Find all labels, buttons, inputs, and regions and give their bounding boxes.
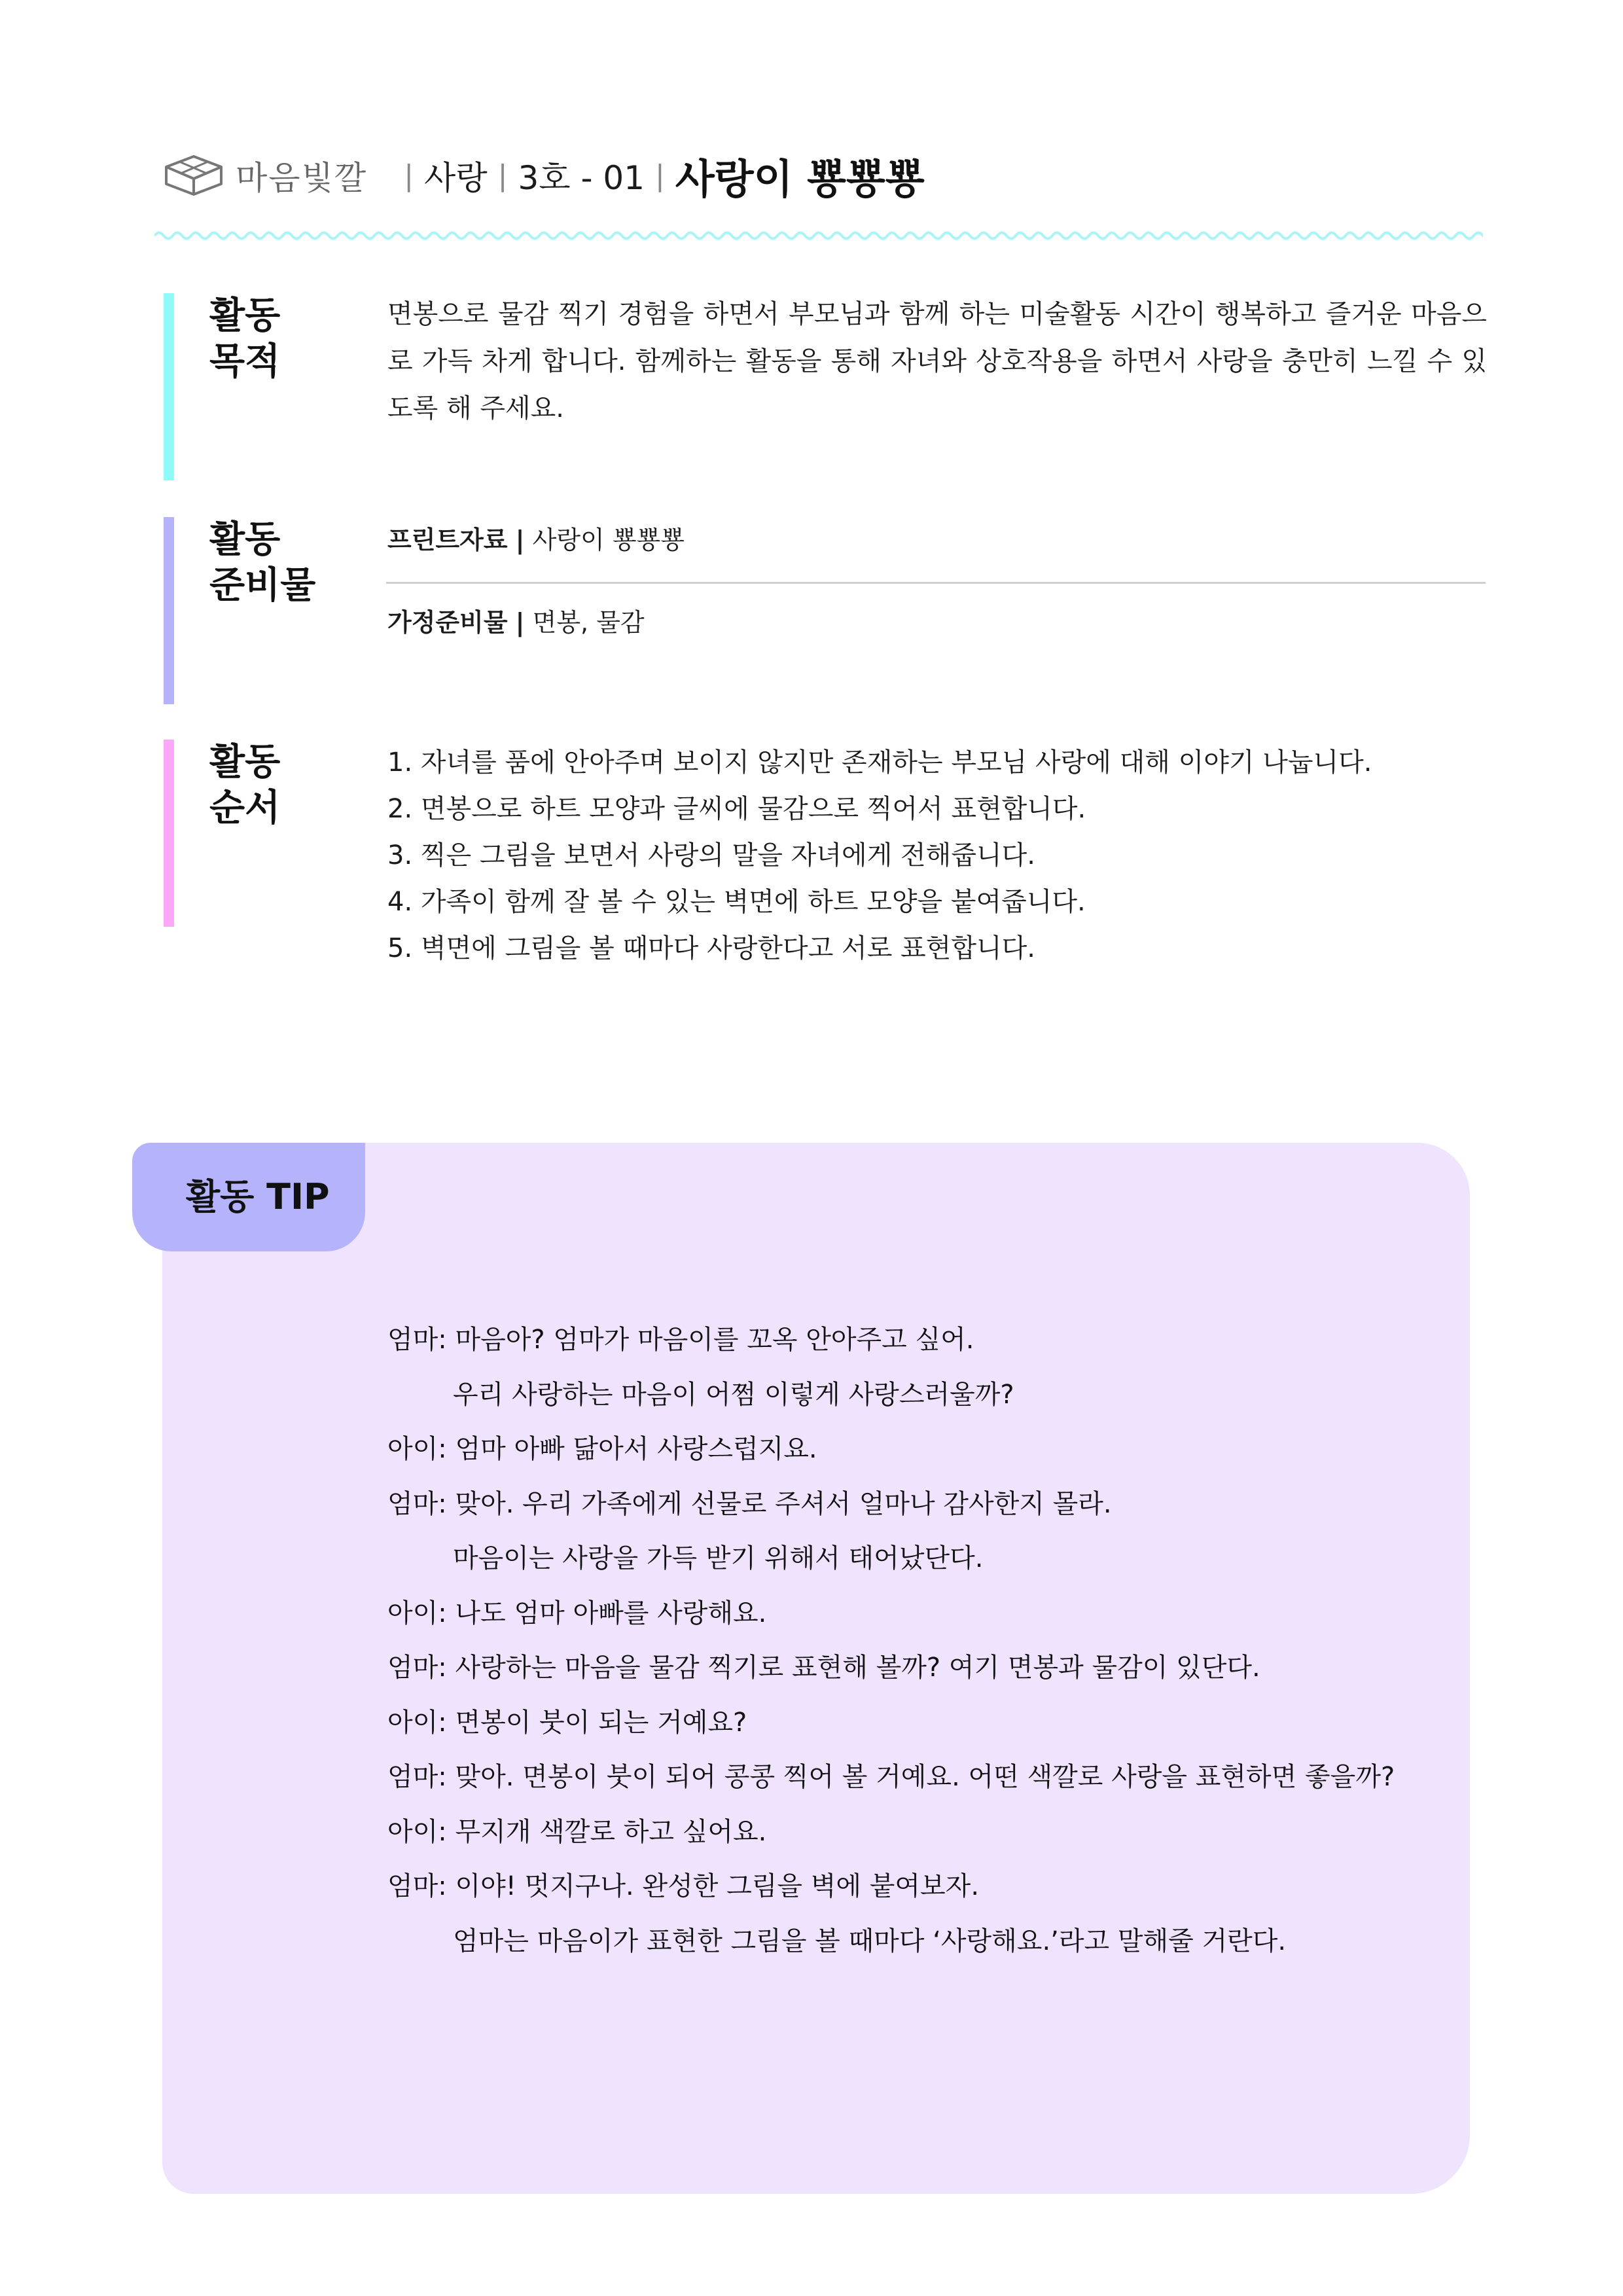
list-item: 4. 가족이 함께 잘 볼 수 있는 벽면에 하트 모양을 붙여줍니다.: [387, 887, 1086, 917]
list-item: 1. 자녀를 품에 안아주며 보이지 않지만 존재하는 부모님 사랑에 대해 이야기 나눕니다.: [387, 747, 1372, 778]
section-bar-order: [164, 740, 174, 927]
brand-name: 마음빛깔: [236, 159, 368, 197]
materials-divider: [386, 582, 1486, 584]
header-separator: |: [655, 158, 665, 192]
breadcrumb-topic: 사랑: [424, 159, 488, 197]
breadcrumb-issue: 3호 - 01: [518, 159, 645, 197]
section-label-purpose: 활동 목적: [209, 295, 281, 383]
dialog-line: 아이: 무지개 색깔로 하고 싶어요.: [387, 1816, 767, 1847]
dialog-line: 엄마: 맞아. 면봉이 붓이 되어 콩콩 찍어 볼 거예요. 어떤 색깔로 사랑을 표현하면 좋을까?: [387, 1762, 1395, 1792]
dialog-line: 아이: 엄마 아빠 닮아서 사랑스럽지요.: [387, 1434, 817, 1464]
dialog-line: 우리 사랑하는 마음이 어쩜 이렇게 사랑스러울까?: [453, 1379, 1014, 1410]
dialog-line: 엄마는 마음이가 표현한 그림을 볼 때마다 ‘사랑해요.’라고 말해줄 거란다.: [453, 1926, 1287, 1956]
dialog-line: 엄마: 마음아? 엄마가 마음이를 꼬옥 안아주고 싶어.: [387, 1325, 974, 1355]
list-item: 5. 벽면에 그림을 볼 때마다 사랑한다고 서로 표현합니다.: [387, 933, 1035, 963]
section-label-order: 활동 순서: [209, 741, 281, 829]
dialog-line: 아이: 면봉이 붓이 되는 거예요?: [387, 1707, 747, 1738]
dialog-line: 엄마: 사랑하는 마음을 물감 찍기로 표현해 볼까? 여기 면봉과 물감이 있단다.: [387, 1653, 1260, 1683]
dialog-line: 엄마: 이야! 멋지구나. 완성한 그림을 벽에 붙여보자.: [387, 1871, 980, 1901]
tip-dialog: [387, 1313, 1448, 1969]
wavy-divider: [154, 226, 1483, 245]
activity-steps-list: [387, 740, 1372, 972]
tip-label: 활동 TIP: [186, 1176, 330, 1217]
section-bar-materials: [164, 517, 174, 704]
section-label-materials: 활동 준비물: [209, 518, 316, 607]
page-title: 사랑이 뿅뿅뿅: [675, 154, 925, 203]
dialog-line: 마음이는 사랑을 가득 받기 위해서 태어났단다.: [453, 1543, 984, 1573]
header-separator: |: [497, 158, 508, 192]
dialog-line: 엄마: 맞아. 우리 가족에게 선물로 주셔서 얼마나 감사한지 몰라.: [387, 1488, 1112, 1519]
print-materials: 프린트자료 | 사랑이 뿅뿅뿅: [387, 526, 685, 554]
section-bar-purpose: [164, 293, 174, 480]
list-item: 2. 면봉으로 하트 모양과 글씨에 물감으로 찍어서 표현합니다.: [387, 794, 1086, 824]
header-separator: |: [404, 158, 414, 192]
page-header: [161, 143, 925, 208]
home-materials: 가정준비물 | 면봉, 물감: [387, 608, 645, 637]
purpose-text: 면봉으로 물감 찍기 경험을 하면서 부모님과 함께 하는 미술활동 시간이 행복하고 즐거운 마음으로 가득 차게 합니다. 함께하는 활동을 통해 자녀와 상호작용을 하면서 사랑을 충만히 느낄 수 있도록 해 주세요.: [387, 299, 1487, 423]
list-item: 3. 찍은 그림을 보면서 사랑의 말을 자녀에게 전해줍니다.: [387, 840, 1035, 870]
heart-box-logo-icon: [161, 152, 226, 198]
dialog-line: 아이: 나도 엄마 아빠를 사랑해요.: [387, 1598, 767, 1628]
